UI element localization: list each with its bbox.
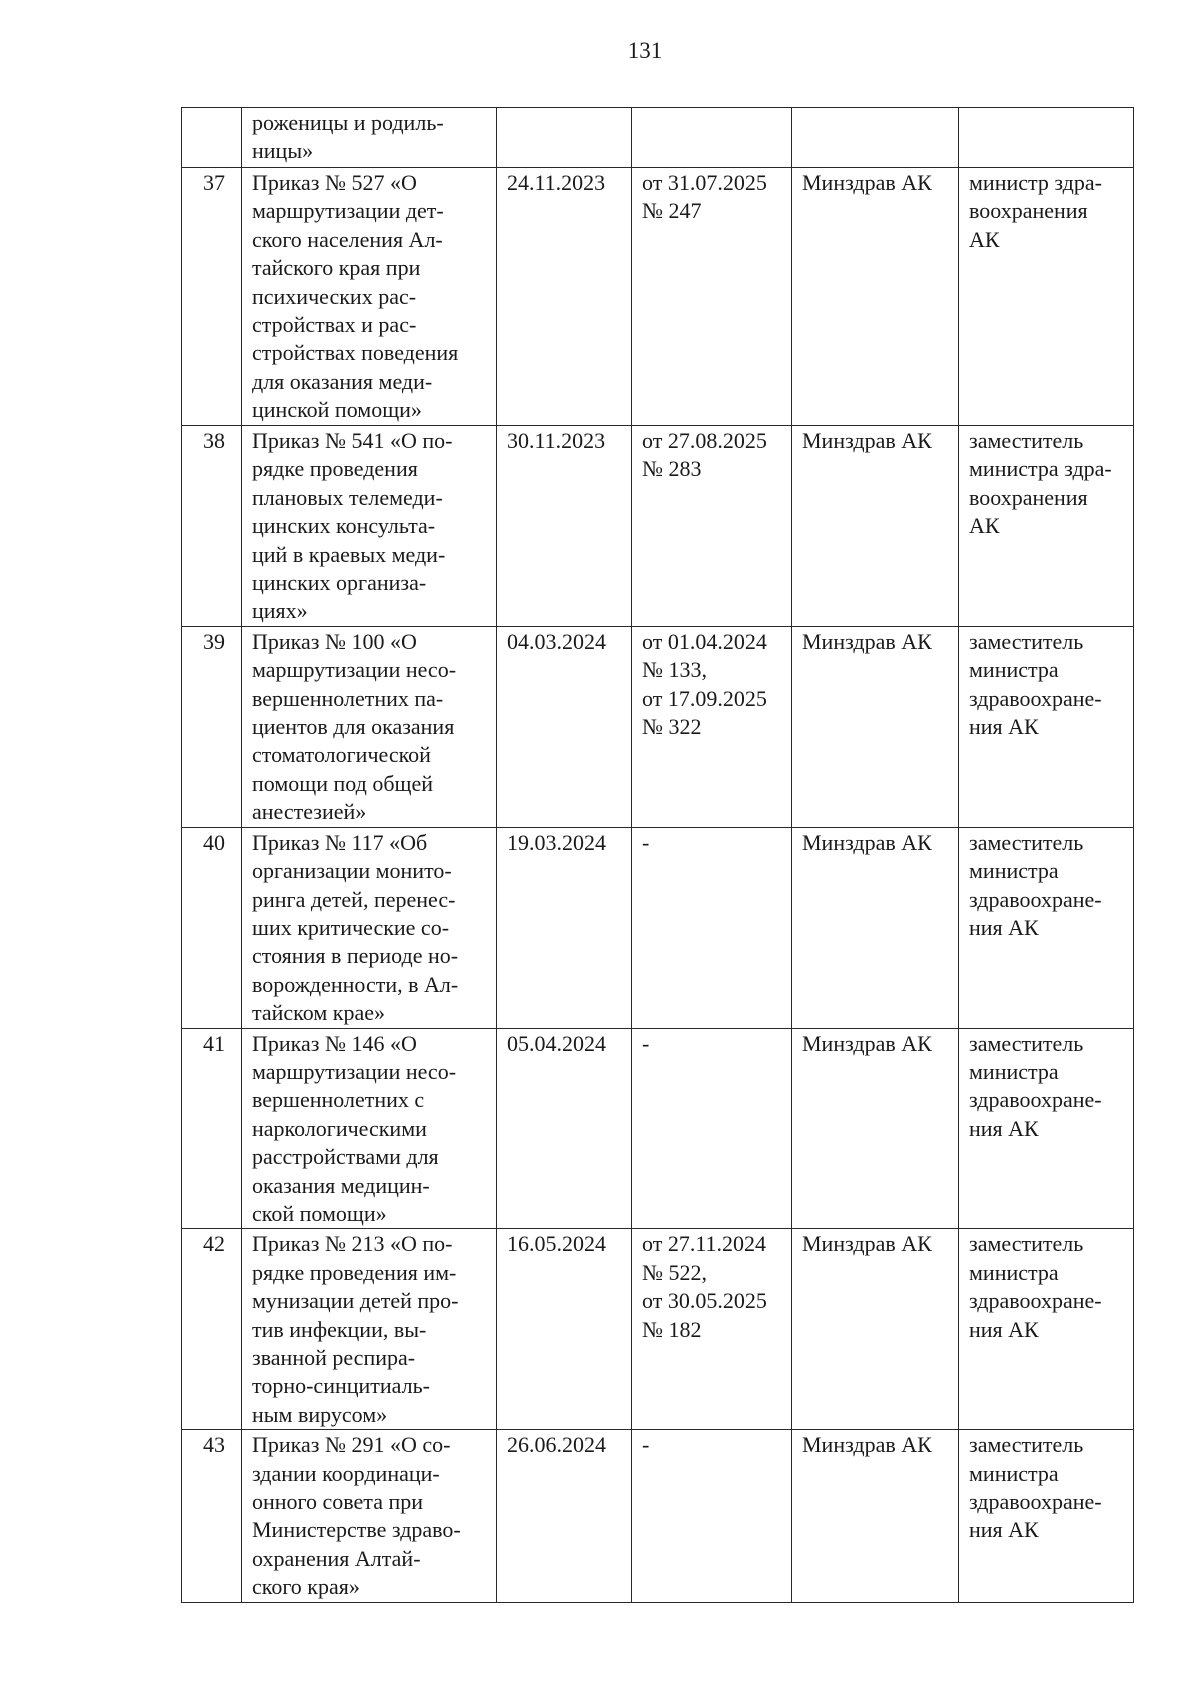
order-amendments: - xyxy=(632,1430,792,1602)
issuing-body: Минздрав АК xyxy=(792,426,959,627)
table-row xyxy=(182,168,1134,426)
page-number: 131 xyxy=(627,38,663,63)
order-title: Приказ № 527 «О маршрутизации дет- ского населения Ал- тайского края при психических рас- стройствах и рас- стройствах поведения для оказания меди- цинской помощи» xyxy=(242,168,497,426)
issuing-body: Минздрав АК xyxy=(792,1229,959,1430)
issuing-body: Минздрав АК xyxy=(792,1430,959,1602)
order-title: Приказ № 117 «Об организации монито- ринга детей, перенес- ших критические со- стояния в периоде но- ворожденности, в Ал- тайском крае» xyxy=(242,827,497,1028)
order-date: 24.11.2023 xyxy=(497,168,632,426)
issuing-body: Минздрав АК xyxy=(792,1028,959,1229)
order-date: 19.03.2024 xyxy=(497,827,632,1028)
order-title: Приказ № 291 «О со- здании координаци- онного совета при Министерстве здраво- охранения Алтай- ского края» xyxy=(242,1430,497,1602)
signatory: заместитель министра здра- воохранения АК xyxy=(959,426,1134,627)
signatory xyxy=(959,108,1134,168)
order-title: Приказ № 541 «О по- рядке проведения плановых телемеди- цинских консульта- ций в краевых меди- цинских организа- циях» xyxy=(242,426,497,627)
table-row xyxy=(182,426,1134,627)
issuing-body: Минздрав АК xyxy=(792,168,959,426)
order-title: Приказ № 213 «О по- рядке проведения им- мунизации детей про- тив инфекции, вы- званной респира- торно-синцитиаль- ным вирусом» xyxy=(242,1229,497,1430)
signatory: заместитель министра здравоохране- ния АК xyxy=(959,626,1134,827)
order-date: 04.03.2024 xyxy=(497,626,632,827)
order-title: Приказ № 100 «О маршрутизации несо- вершеннолетних па- циентов для оказания стоматологической помощи под общей анестезией» xyxy=(242,626,497,827)
order-amendments xyxy=(632,108,792,168)
row-number xyxy=(182,108,242,168)
table-row xyxy=(182,1028,1134,1229)
order-date: 05.04.2024 xyxy=(497,1028,632,1229)
signatory: заместитель министра здравоохране- ния АК xyxy=(959,1430,1134,1602)
order-amendments: - xyxy=(632,827,792,1028)
signatory: заместитель министра здравоохране- ния АК xyxy=(959,827,1134,1028)
order-title: Приказ № 146 «О маршрутизации несо- вершеннолетних с наркологическими расстройствами для оказания медицин- ской помощи» xyxy=(242,1028,497,1229)
order-amendments: от 27.08.2025 № 283 xyxy=(632,426,792,627)
row-number: 38 xyxy=(182,426,242,627)
order-title: роженицы и родиль- ницы» xyxy=(242,108,497,168)
order-amendments: от 01.04.2024 № 133, от 17.09.2025 № 322 xyxy=(632,626,792,827)
order-amendments: - xyxy=(632,1028,792,1229)
order-date: 16.05.2024 xyxy=(497,1229,632,1430)
order-date: 30.11.2023 xyxy=(497,426,632,627)
table-row xyxy=(182,1430,1134,1602)
table-row xyxy=(182,108,1134,168)
issuing-body xyxy=(792,108,959,168)
table-row xyxy=(182,626,1134,827)
table-row xyxy=(182,827,1134,1028)
order-amendments: от 27.11.2024 № 522, от 30.05.2025 № 182 xyxy=(632,1229,792,1430)
order-amendments: от 31.07.2025 № 247 xyxy=(632,168,792,426)
row-number: 43 xyxy=(182,1430,242,1602)
table-row xyxy=(182,1229,1134,1430)
row-number: 37 xyxy=(182,168,242,426)
order-date: 26.06.2024 xyxy=(497,1430,632,1602)
signatory: заместитель министра здравоохране- ния АК xyxy=(959,1229,1134,1430)
issuing-body: Минздрав АК xyxy=(792,626,959,827)
signatory: заместитель министра здравоохране- ния АК xyxy=(959,1028,1134,1229)
issuing-body: Минздрав АК xyxy=(792,827,959,1028)
row-number: 42 xyxy=(182,1229,242,1430)
order-date xyxy=(497,108,632,168)
orders-table xyxy=(181,107,1134,1603)
signatory: министр здра- воохранения АК xyxy=(959,168,1134,426)
row-number: 40 xyxy=(182,827,242,1028)
row-number: 41 xyxy=(182,1028,242,1229)
row-number: 39 xyxy=(182,626,242,827)
